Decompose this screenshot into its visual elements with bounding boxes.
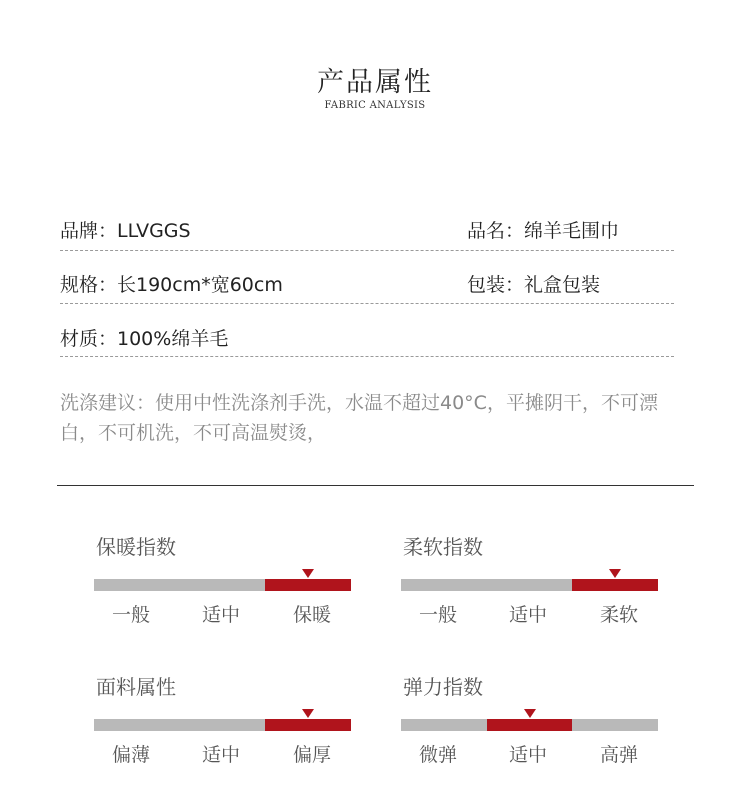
gauge-bar [401, 579, 658, 591]
gauge-title: 保暖指数 [96, 535, 176, 559]
page-subtitle: FABRIC ANALYSIS [324, 100, 426, 111]
gauge-label-mid: 适中 [508, 744, 547, 766]
material-value: 材质：100%绵羊毛 [60, 328, 229, 350]
gauge-fill [265, 719, 351, 731]
brand-value: 品牌：LLVGGS [60, 220, 191, 242]
gauge-label-mid: 适中 [508, 604, 547, 626]
marker-icon [302, 569, 314, 578]
gauge-warmth [94, 531, 351, 641]
gauge-label-mid: 适中 [201, 744, 240, 766]
wash-advice: 洗涤建议：使用中性洗涤剂手洗，水温不超过40°C，平摊阴干，不可漂白，不可机洗，不可高温熨烫， [60, 392, 658, 444]
gauge-fill [487, 719, 573, 731]
gauge-elasticity [401, 671, 658, 781]
attribute-row-3 [60, 324, 674, 348]
dashed-divider [60, 250, 674, 251]
gauge-label-high: 高弹 [599, 744, 638, 766]
page-title: 产品属性 [317, 67, 433, 98]
marker-icon [609, 569, 621, 578]
gauge-bar [401, 719, 658, 731]
gauge-label-low: 一般 [418, 604, 457, 626]
gauge-label-high: 柔软 [599, 604, 638, 626]
gauge-label-low: 一般 [111, 604, 150, 626]
marker-icon [524, 709, 536, 718]
gauge-fill [572, 579, 658, 591]
gauge-label-mid: 适中 [201, 604, 240, 626]
gauge-label-low: 微弹 [418, 744, 457, 766]
size-value: 规格：长190cm*宽60cm [60, 274, 283, 296]
gauge-fabric [94, 671, 351, 781]
gauge-title: 弹力指数 [403, 675, 483, 699]
gauge-label-high: 偏厚 [292, 744, 331, 766]
dashed-divider [60, 303, 674, 304]
section-divider [57, 485, 694, 486]
gauge-label-high: 保暖 [292, 604, 331, 626]
gauge-title: 面料属性 [96, 675, 176, 699]
attribute-row-2 [60, 270, 674, 294]
gauge-title: 柔软指数 [403, 535, 483, 559]
gauge-bar [94, 579, 351, 591]
gauge-fill [265, 579, 351, 591]
attribute-row-1 [60, 216, 674, 240]
dashed-divider [60, 356, 674, 357]
gauge-softness [401, 531, 658, 641]
gauge-bar [94, 719, 351, 731]
package-value: 包装：礼盒包装 [467, 274, 601, 296]
gauge-label-low: 偏薄 [111, 744, 150, 766]
product-name-value: 品名：绵羊毛围巾 [467, 220, 620, 242]
marker-icon [302, 709, 314, 718]
